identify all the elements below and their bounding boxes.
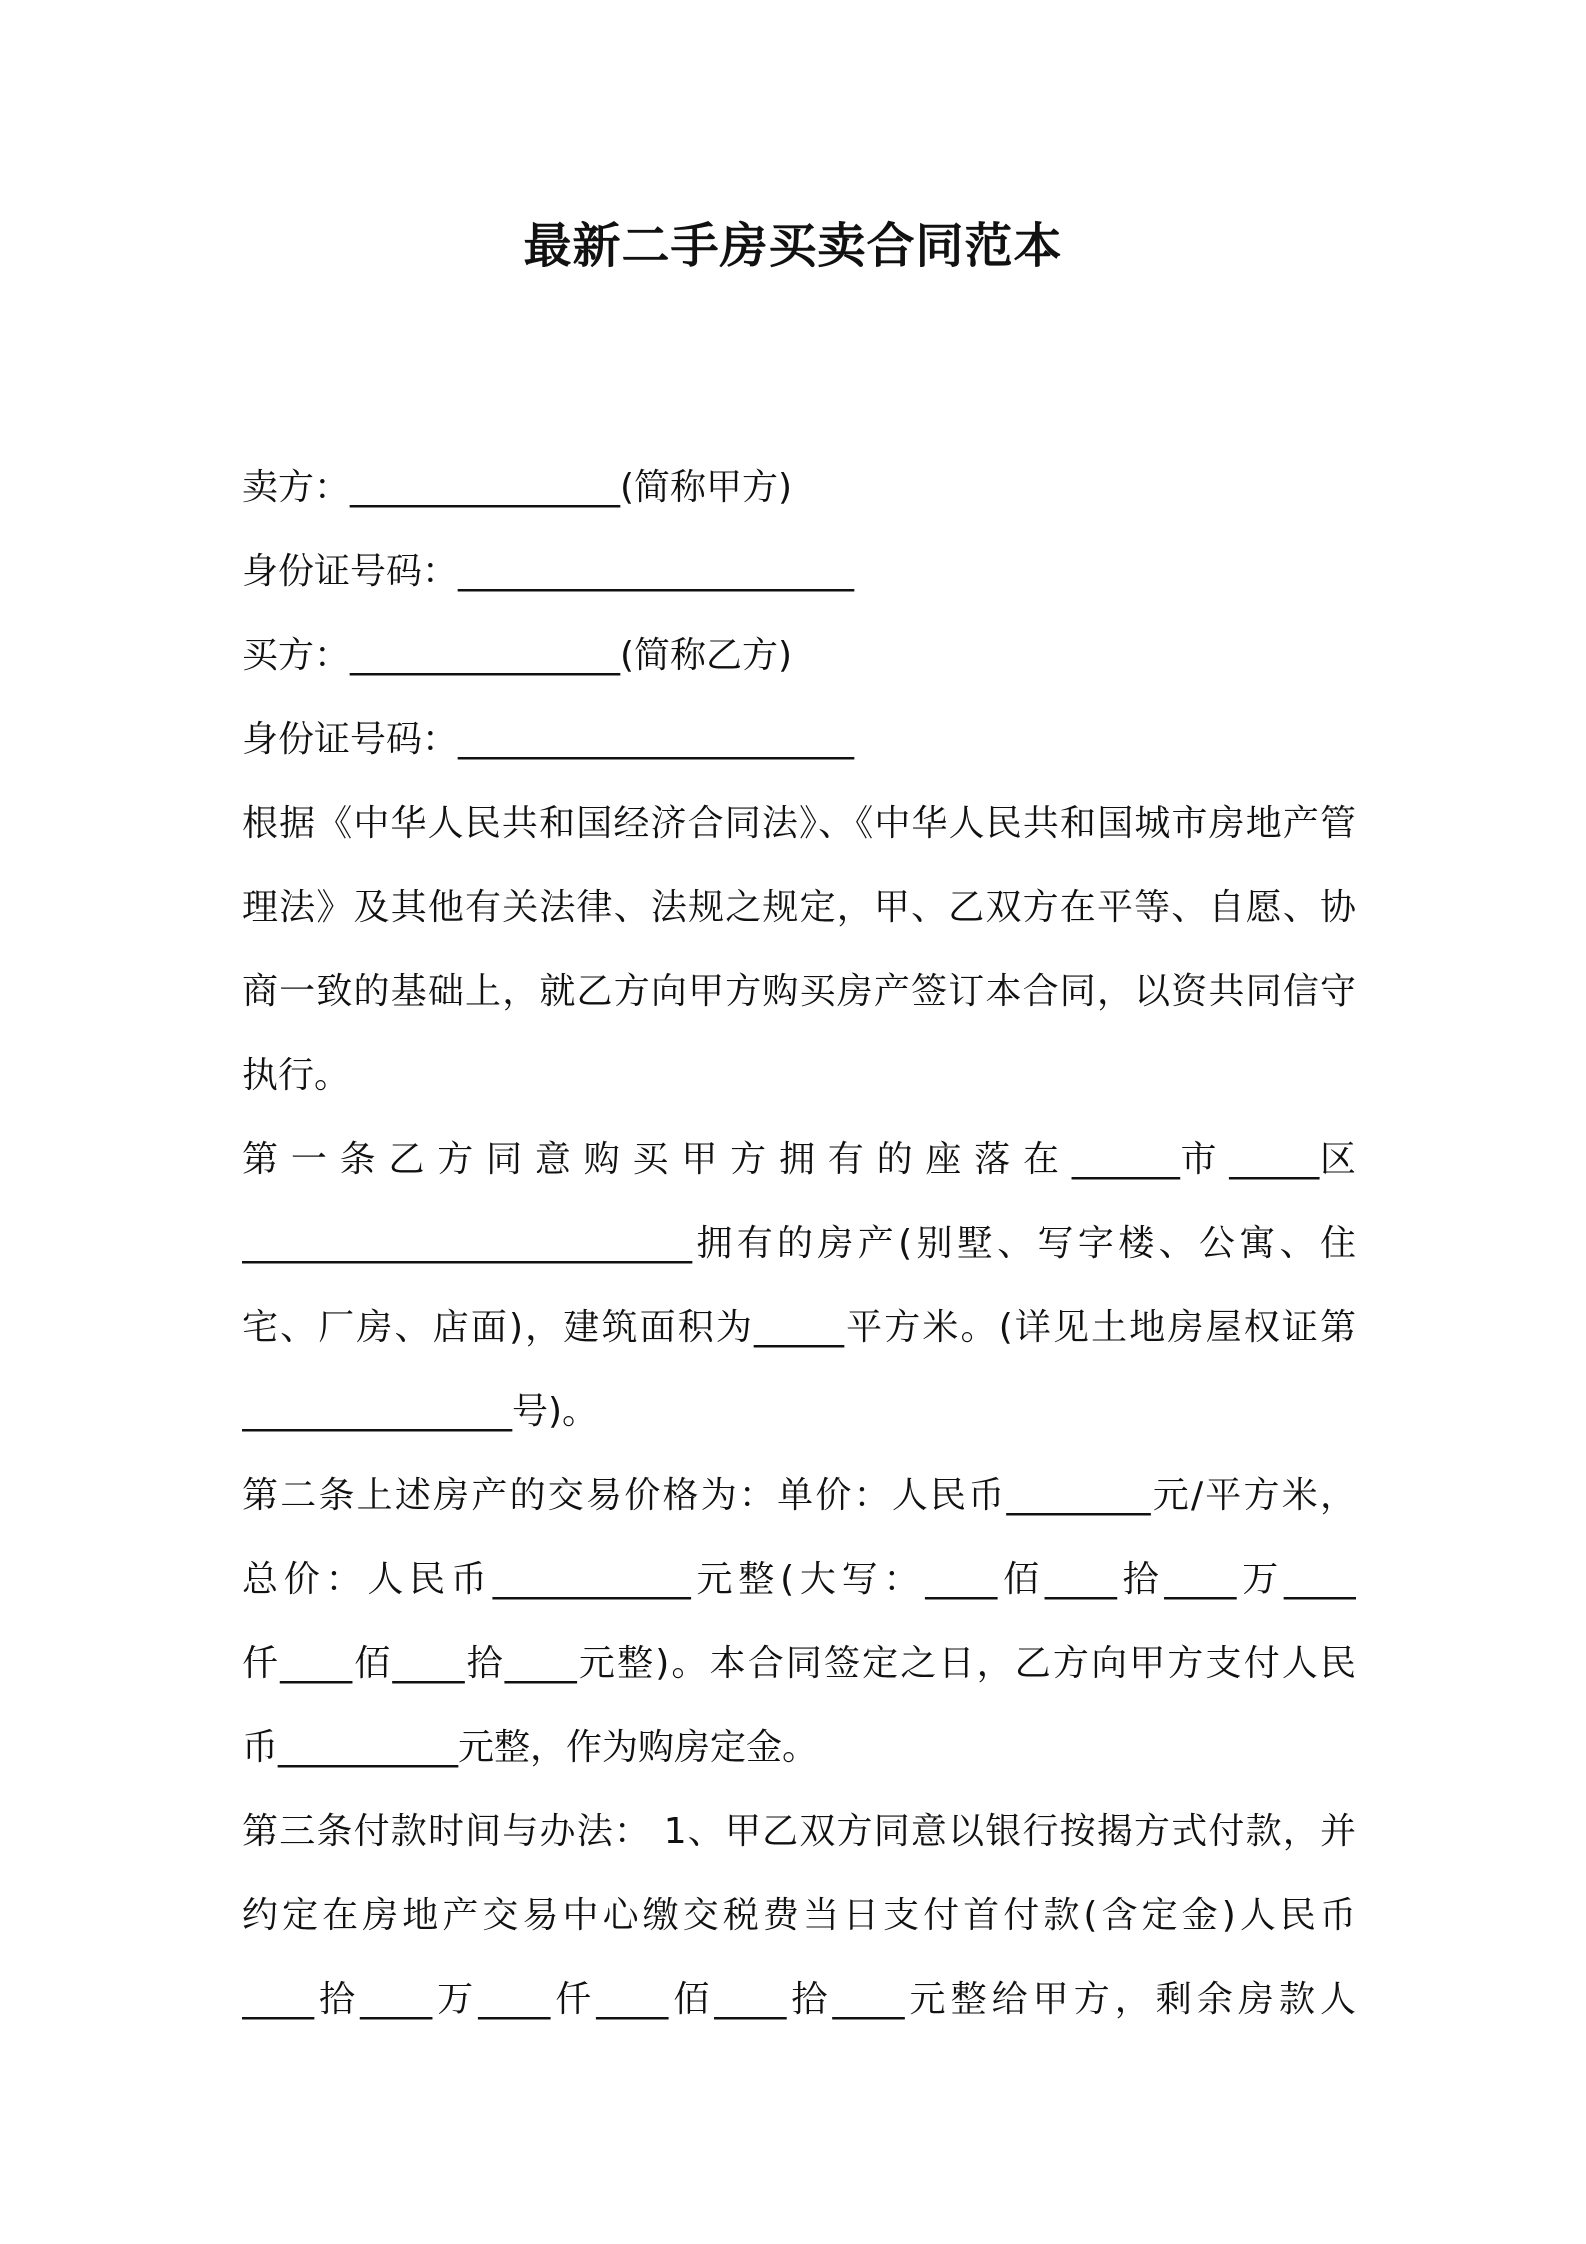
article-1-line-3: 宅、厂房、店面)，建筑面积为_____平方米。(详见土地房屋权证第: [242, 1307, 1356, 1348]
seller-line: 卖方：_______________(简称甲方): [242, 467, 793, 508]
article-2-line-1: 第二条上述房产的交易价格为：单价：人民币________元/平方米，: [242, 1475, 1356, 1516]
document-title: 最新二手房买卖合同范本: [523, 218, 1063, 274]
document-body: [242, 446, 1356, 2042]
article-3-line-1: 第三条付款时间与办法： 1、甲乙双方同意以银行按揭方式付款，并: [242, 1811, 1356, 1852]
article-1-line-1: 第 一 条 乙 方 同 意 购 买 甲 方 拥 有 的 座 落 在 ______市 _____区: [242, 1139, 1356, 1180]
buyer-line: 买方：_______________(简称乙方): [242, 635, 793, 676]
article-1-line-2: _________________________拥有的房产(别墅、写字楼、公寓、住: [242, 1223, 1356, 1264]
preamble-line-4: 执行。: [242, 1055, 351, 1096]
article-2-line-2: 总价：人民币___________元整(大写：____佰____拾____万____: [242, 1559, 1356, 1600]
preamble-line-1: 根据《中华人民共和国经济合同法》、《中华人民共和国城市房地产管: [242, 803, 1356, 844]
article-2-line-4: 币__________元整，作为购房定金。: [242, 1727, 819, 1768]
seller-id-line: 身份证号码：______________________: [242, 551, 855, 592]
article-1-line-4: _______________号)。: [242, 1391, 599, 1432]
article-2-line-3: 仟____佰____拾____元整)。本合同签定之日，乙方向甲方支付人民: [242, 1643, 1356, 1684]
preamble-line-2: 理法》及其他有关法律、法规之规定，甲、乙双方在平等、自愿、协: [242, 887, 1356, 928]
article-3-line-3: ____拾____万____仟____佰____拾____元整给甲方，剩余房款人: [242, 1979, 1356, 2020]
buyer-id-line: 身份证号码：______________________: [242, 719, 855, 760]
preamble-line-3: 商一致的基础上，就乙方向甲方购买房产签订本合同，以资共同信守: [242, 971, 1356, 1012]
article-3-line-2: 约定在房地产交易中心缴交税费当日支付首付款(含定金)人民币: [242, 1895, 1356, 1936]
